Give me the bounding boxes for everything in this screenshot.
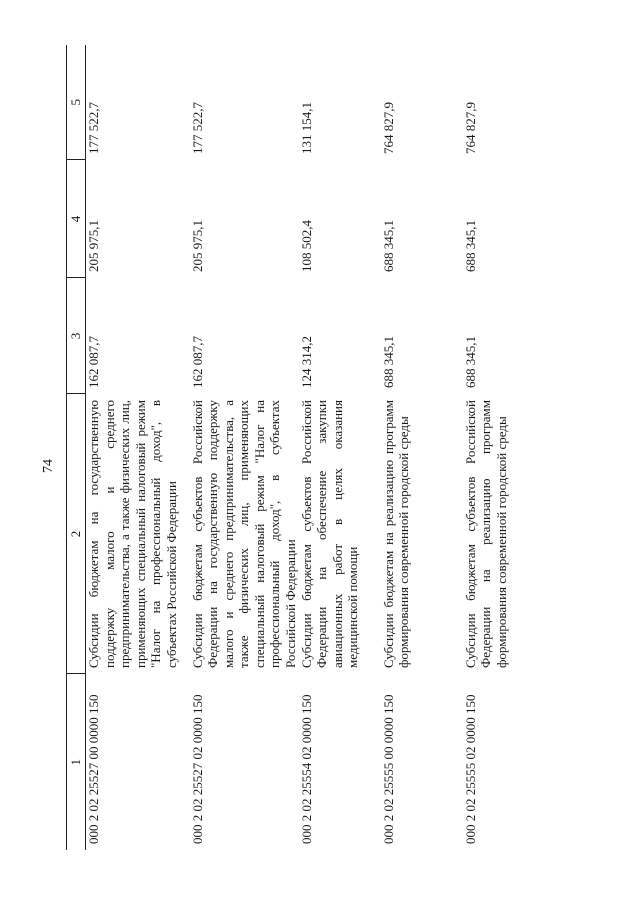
- budget-code: 000 2 02 25554 02 0000 150: [298, 694, 314, 844]
- amount-col4: 688 345,1: [380, 220, 396, 272]
- amount-col5: 764 827,9: [380, 102, 396, 154]
- page-number: 74: [41, 459, 56, 473]
- amount-col5: 764 827,9: [462, 102, 478, 154]
- budget-code: 000 2 02 25555 00 0000 150: [380, 694, 396, 844]
- table-row: [463, 45, 545, 850]
- column-header-4: 4: [67, 160, 86, 278]
- income-description: Субсидии бюджетам на государственную поддержку малого и среднего предпринимательства, а также физических лиц, применяющих специальный налоговый режим "Налог на профессиональный доход", в субъектах Российской Федерации: [86, 400, 179, 668]
- amount-col3: 162 087,7: [86, 336, 101, 388]
- amount-col5: 177 522,7: [189, 102, 205, 154]
- amount-col4: 205 975,1: [86, 220, 101, 272]
- budget-code: 000 2 02 25527 02 0000 150: [189, 694, 205, 844]
- table-header-row: [67, 45, 86, 850]
- income-description: Субсидии бюджетам на реализацию программ формирования современной городской среды: [380, 400, 412, 668]
- budget-code: 000 2 02 25555 02 0000 150: [462, 694, 478, 844]
- amount-col3: 688 345,1: [380, 336, 396, 388]
- amount-col5: 131 154,1: [298, 102, 314, 154]
- budget-code: 000 2 02 25527 00 0000 150: [86, 694, 101, 844]
- income-description: Субсидии бюджетам субъектов Российской Федерации на реализацию программ формирования современной городской среды: [462, 400, 509, 668]
- column-header-3: 3: [67, 278, 86, 394]
- amount-col4: 688 345,1: [462, 220, 478, 272]
- amount-col4: 205 975,1: [189, 220, 205, 272]
- amount-col4: 108 502,4: [298, 220, 314, 272]
- income-description: Субсидии бюджетам субъектов Российской Федерации на обеспечение закупки авиационных работ в целях оказания медицинской помощи: [298, 400, 361, 668]
- table-row: [299, 45, 381, 850]
- rotated-table-container: [66, 45, 604, 850]
- table-row: [381, 45, 463, 850]
- column-header-5: 5: [67, 45, 86, 160]
- budget-table: [66, 45, 545, 850]
- table-row: [86, 45, 190, 850]
- amount-col3: 124 314,2: [298, 336, 314, 388]
- column-header-2: 2: [67, 394, 86, 674]
- income-description: Субсидии бюджетам субъектов Российской Федерации на государственную поддержку малого и среднего предпринимательства, а также физических лиц, применяющих специальный налоговый режим "Налог на профессиональный доход", в субъектах Российской Федерации: [189, 400, 299, 668]
- table-row: [190, 45, 299, 850]
- amount-col3: 688 345,1: [462, 336, 478, 388]
- amount-col5: 177 522,7: [86, 102, 101, 154]
- amount-col3: 162 087,7: [189, 336, 205, 388]
- column-header-1: 1: [67, 674, 86, 850]
